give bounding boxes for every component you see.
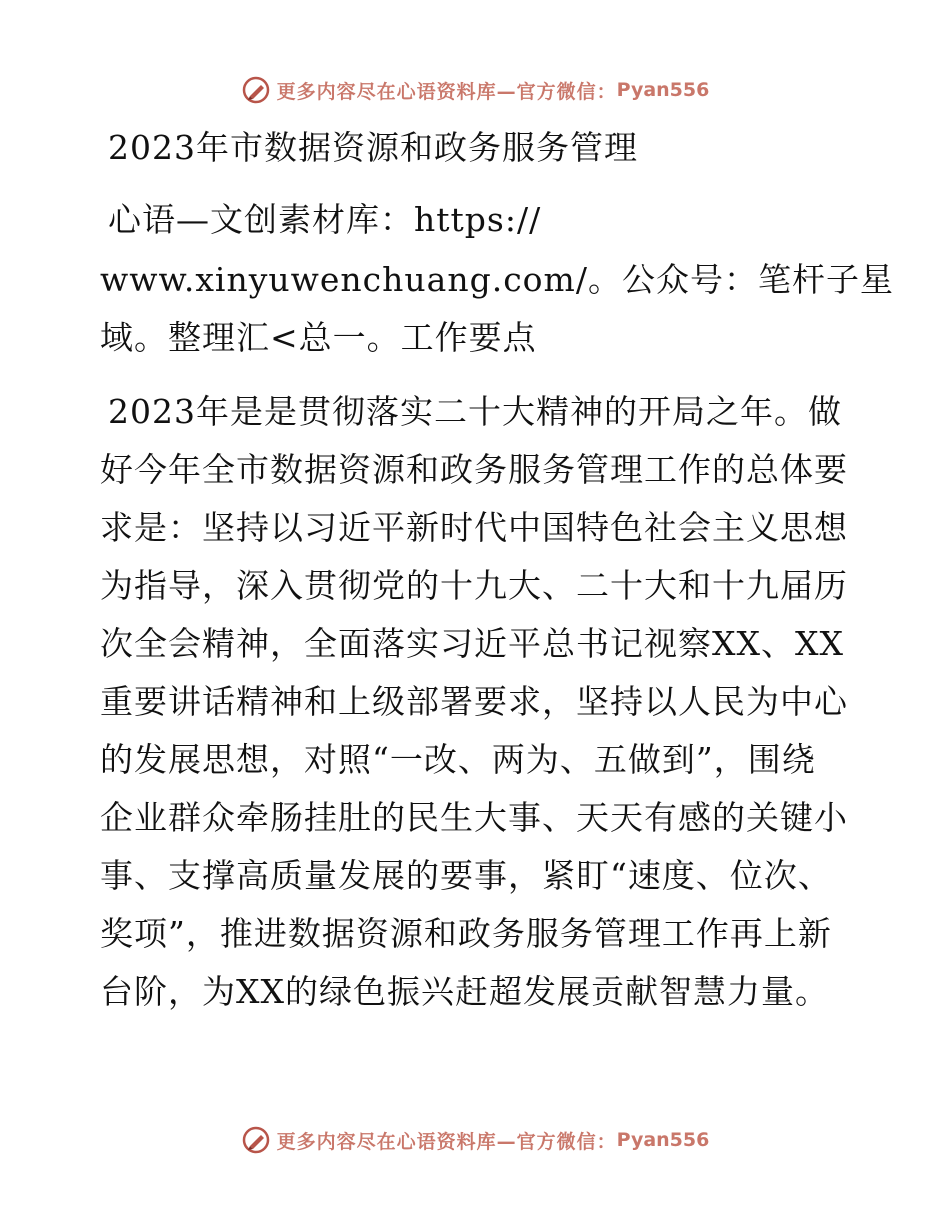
body-line-10: 奖项”，推进数据资源和政务服务管理工作再上新 xyxy=(100,914,832,953)
body-line-3: 求是：坚持以习近平新时代中国特色社会主义思想 xyxy=(100,508,848,547)
pen-logo-icon xyxy=(241,1125,271,1155)
watermark-text: 更多内容尽在心语资料库—官方微信： xyxy=(276,80,617,103)
source-line-1: 心语—文创素材库：https:// xyxy=(108,200,542,239)
footer-watermark xyxy=(0,1120,950,1160)
body-line-9: 事、支撑高质量发展的要事，紧盯“速度、位次、 xyxy=(100,856,832,895)
watermark-text: 更多内容尽在心语资料库—官方微信： xyxy=(276,1130,617,1153)
body-line-11: 台阶，为XX的绿色振兴赶超发展贡献智慧力量。 xyxy=(100,972,829,1011)
watermark-wechat-id: Pyan556 xyxy=(616,79,710,101)
body-line-7: 的发展思想，对照“一改、两为、五做到”，围绕 xyxy=(100,740,816,779)
body-line-8: 企业群众牵肠挂肚的民生大事、天天有感的关键小 xyxy=(100,798,848,837)
body-line-6: 重要讲话精神和上级部署要求，坚持以人民为中心 xyxy=(100,682,848,721)
body-line-5: 次全会精神，全面落实习近平总书记视察XX、XX xyxy=(100,624,844,663)
body-line-1: 2023年是是贯彻落实二十大精神的开局之年。做 xyxy=(108,392,842,431)
source-line-2: www.xinyuwenchuang.com/。公众号：笔杆子星 xyxy=(100,260,894,299)
body-line-4: 为指导，深入贯彻党的十九大、二十大和十九届历 xyxy=(100,566,848,605)
document-title: 2023年市数据资源和政务服务管理 xyxy=(108,128,638,167)
pen-logo-icon xyxy=(241,75,271,105)
body-line-2: 好今年全市数据资源和政务服务管理工作的总体要 xyxy=(100,450,848,489)
watermark-wechat-id: Pyan556 xyxy=(616,1129,710,1151)
header-watermark xyxy=(0,70,950,110)
source-line-3: 域。整理汇<总一。工作要点 xyxy=(100,318,537,357)
